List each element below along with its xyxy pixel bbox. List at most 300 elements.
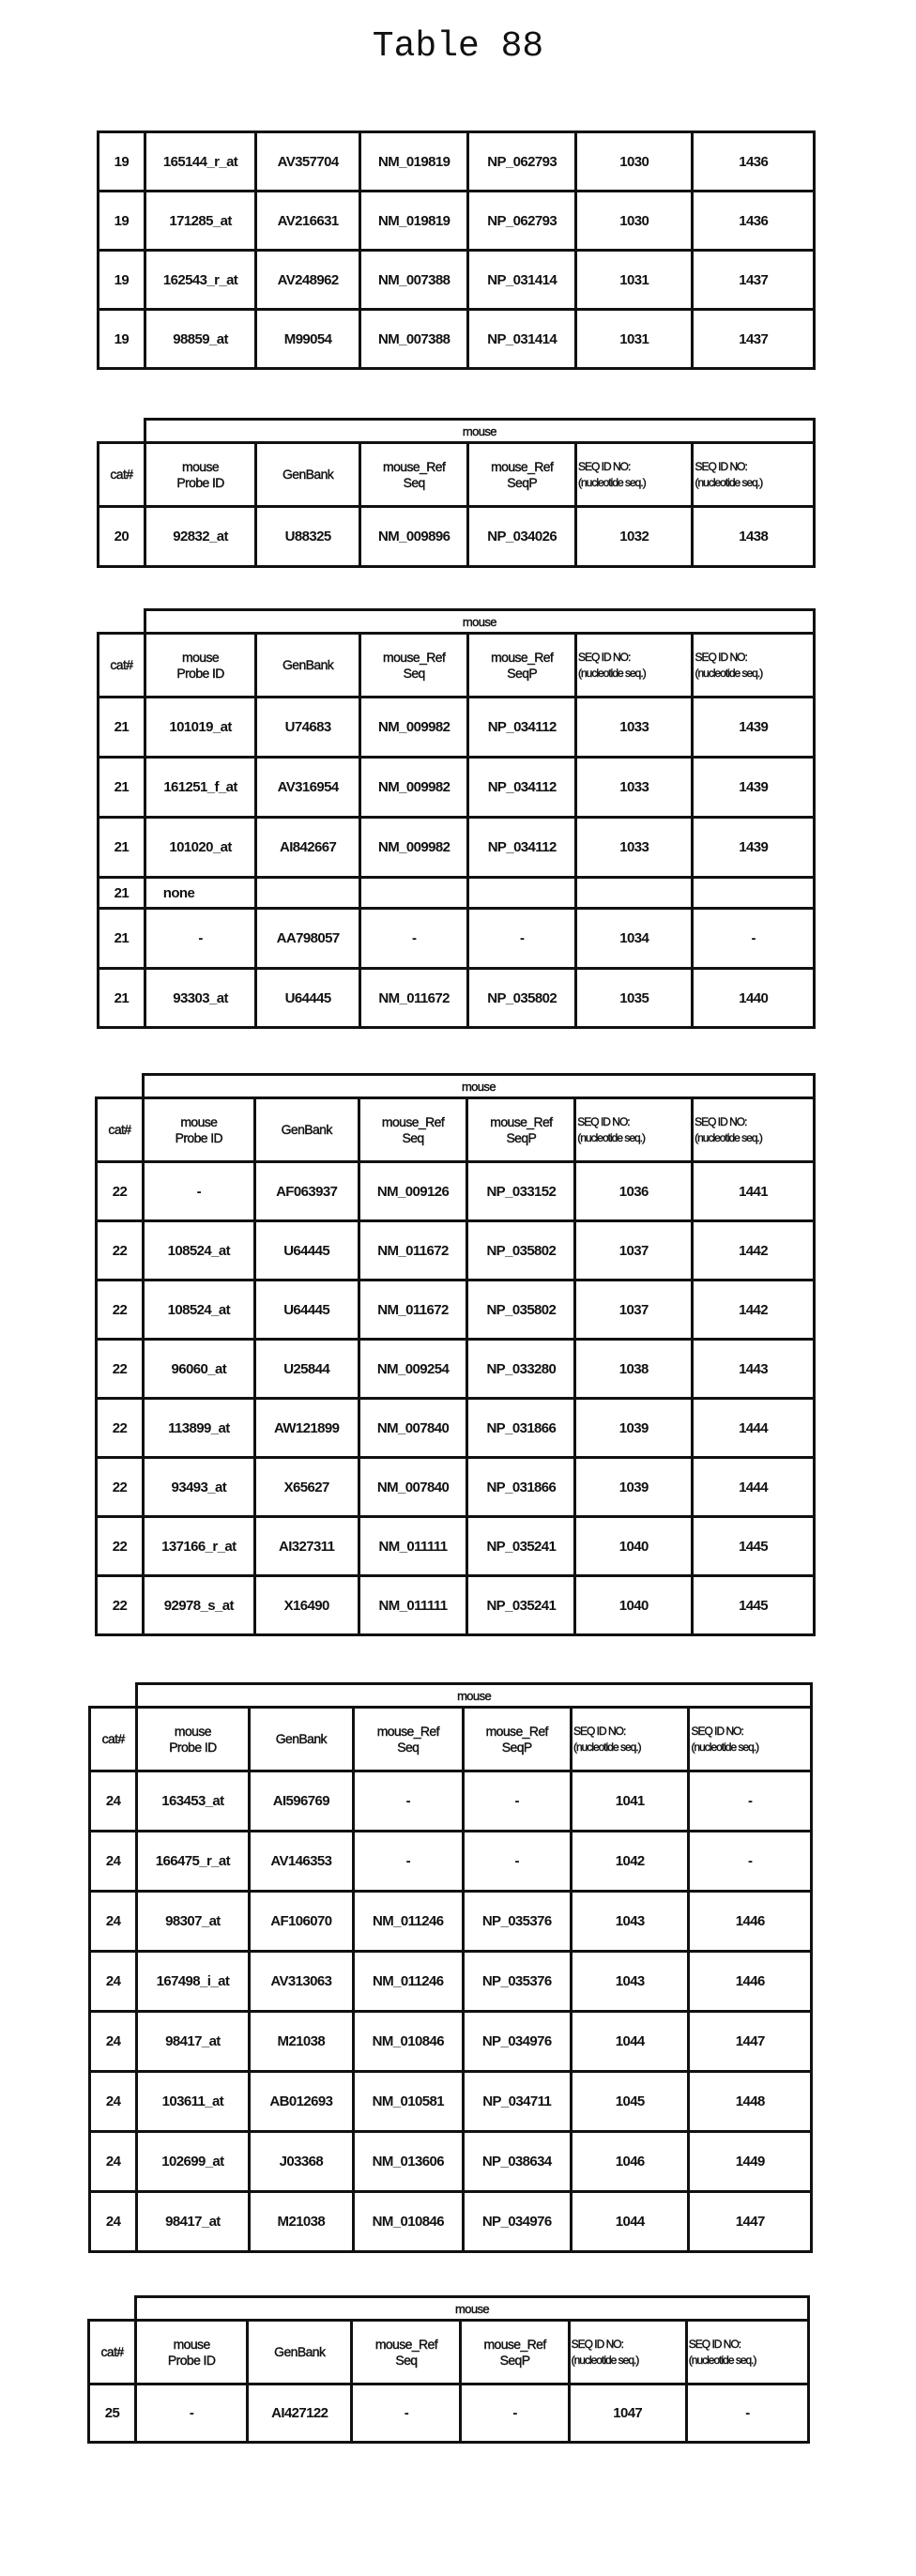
column-header-seq-id-nucleotide bbox=[575, 634, 693, 698]
group-header-mouse: mouse bbox=[137, 1684, 812, 1708]
cell-seq-id-nucleotide-2: - bbox=[689, 1771, 812, 1832]
column-header-line: mouse_Ref bbox=[362, 459, 466, 475]
cell-seq-id-nucleotide: 1047 bbox=[569, 2384, 686, 2443]
cell-genbank: AV316954 bbox=[256, 758, 360, 818]
cell-seq-id-nucleotide-2: 1447 bbox=[689, 2012, 812, 2072]
column-header-line: Seq bbox=[354, 2353, 458, 2369]
column-header-line: (nucleotide seq.) bbox=[578, 666, 691, 682]
cell-genbank: AI596769 bbox=[249, 1771, 353, 1832]
cell-ref-seq bbox=[359, 878, 468, 909]
cell-genbank: AV313063 bbox=[249, 1952, 353, 2012]
column-header-ref-seqp bbox=[468, 443, 576, 507]
table-row bbox=[99, 310, 815, 369]
table-row bbox=[99, 698, 815, 758]
data-table bbox=[97, 418, 816, 568]
cell-genbank: AV248962 bbox=[256, 251, 360, 310]
column-header-seq-id-nucleotide-2 bbox=[689, 1708, 812, 1771]
cell-probe-id: 108524_at bbox=[143, 1280, 254, 1340]
cell-ref-seqp: NP_034711 bbox=[463, 2072, 571, 2132]
cell-seq-id-nucleotide: 1031 bbox=[575, 251, 693, 310]
cell-ref-seqp: NP_038634 bbox=[463, 2132, 571, 2192]
cell-seq-id-nucleotide-2: 1439 bbox=[693, 818, 815, 878]
table-row bbox=[90, 2012, 812, 2072]
cell-ref-seq: NM_009982 bbox=[359, 698, 468, 758]
column-header-cat bbox=[99, 443, 145, 507]
column-header-line: Seq bbox=[356, 1740, 460, 1756]
cell-seq-id-nucleotide-2: 1447 bbox=[689, 2192, 812, 2252]
cell-seq-id-nucleotide-2 bbox=[693, 878, 815, 909]
cell-probe-id: 98307_at bbox=[137, 1892, 249, 1952]
cell-ref-seqp: NP_031866 bbox=[467, 1458, 575, 1517]
cell-cat: 22 bbox=[97, 1340, 144, 1399]
column-header-line: mouse_Ref bbox=[354, 2337, 458, 2353]
cell-ref-seq: NM_019819 bbox=[359, 192, 468, 251]
cell-seq-id-nucleotide-2: - bbox=[689, 1832, 812, 1892]
column-header-line: cat# bbox=[92, 1731, 134, 1747]
column-header-ref-seq bbox=[359, 443, 468, 507]
table-row bbox=[99, 969, 815, 1028]
cell-ref-seqp: NP_035241 bbox=[467, 1576, 575, 1635]
cell-genbank: X16490 bbox=[254, 1576, 359, 1635]
column-header-line: SEQ ID NO: bbox=[573, 1724, 686, 1740]
cell-seq-id-nucleotide-2: 1445 bbox=[693, 1517, 815, 1576]
cell-cat: 24 bbox=[90, 1771, 137, 1832]
column-header-line: SEQ ID NO: bbox=[578, 459, 691, 475]
cell-genbank: AI842667 bbox=[256, 818, 360, 878]
cell-ref-seqp: NP_035802 bbox=[467, 1280, 575, 1340]
table-row bbox=[90, 2072, 812, 2132]
cell-ref-seq: NM_009982 bbox=[359, 758, 468, 818]
blank-cell bbox=[89, 2297, 136, 2321]
group-header-mouse: mouse bbox=[143, 1075, 814, 1098]
cell-cat: 22 bbox=[97, 1221, 144, 1280]
cell-ref-seq: NM_011672 bbox=[359, 1280, 467, 1340]
cell-probe-id: 137166_r_at bbox=[143, 1517, 254, 1576]
table-row bbox=[97, 1162, 815, 1221]
blank-cell bbox=[90, 1684, 137, 1708]
cell-ref-seqp: NP_035376 bbox=[463, 1892, 571, 1952]
column-header-cat bbox=[97, 1098, 144, 1162]
cell-genbank: AV216631 bbox=[256, 192, 360, 251]
cell-cat: 25 bbox=[89, 2384, 136, 2443]
cell-seq-id-nucleotide: 1039 bbox=[575, 1458, 693, 1517]
cell-ref-seqp: NP_035802 bbox=[468, 969, 576, 1028]
header-row bbox=[99, 443, 815, 507]
column-header-line: (nucleotide seq.) bbox=[572, 2353, 684, 2369]
table-row bbox=[99, 192, 815, 251]
cell-ref-seqp: NP_033152 bbox=[467, 1162, 575, 1221]
cell-probe-id: - bbox=[143, 1162, 254, 1221]
column-header-line: (nucleotide seq.) bbox=[691, 1740, 809, 1756]
column-header-line: SEQ ID NO: bbox=[577, 1114, 690, 1130]
cell-ref-seq: NM_007840 bbox=[359, 1399, 467, 1458]
column-header-line: mouse bbox=[147, 459, 254, 475]
cell-ref-seq: NM_007840 bbox=[359, 1458, 467, 1517]
cell-ref-seq: NM_009982 bbox=[359, 818, 468, 878]
column-header-probe-id bbox=[145, 634, 256, 698]
cell-seq-id-nucleotide: 1041 bbox=[571, 1771, 688, 1832]
cell-seq-id-nucleotide-2: 1437 bbox=[693, 310, 815, 369]
table-row bbox=[89, 2384, 809, 2443]
cell-ref-seq: NM_010581 bbox=[354, 2072, 463, 2132]
cell-seq-id-nucleotide-2: 1444 bbox=[693, 1458, 815, 1517]
cell-probe-id: 98417_at bbox=[137, 2012, 249, 2072]
cell-probe-id: 113899_at bbox=[143, 1399, 254, 1458]
cell-seq-id-nucleotide: 1043 bbox=[571, 1892, 688, 1952]
column-header-line: Probe ID bbox=[147, 666, 254, 682]
column-header-line: mouse bbox=[138, 2337, 245, 2353]
column-header-line: Seq bbox=[361, 1130, 466, 1146]
cell-genbank: U64445 bbox=[254, 1280, 359, 1340]
blank-cell bbox=[97, 1075, 144, 1098]
column-header-probe-id bbox=[145, 443, 256, 507]
cell-probe-id: 98417_at bbox=[137, 2192, 249, 2252]
column-header-seq-id-nucleotide-2 bbox=[693, 443, 815, 507]
column-header-line: GenBank bbox=[250, 2344, 349, 2360]
cell-ref-seqp: NP_035802 bbox=[467, 1221, 575, 1280]
column-header-line: mouse_Ref bbox=[463, 2337, 566, 2353]
cell-probe-id: 93303_at bbox=[145, 969, 256, 1028]
cell-probe-id: 101020_at bbox=[145, 818, 256, 878]
cell-ref-seq: NM_019819 bbox=[359, 132, 468, 192]
cell-probe-id: 108524_at bbox=[143, 1221, 254, 1280]
cell-seq-id-nucleotide: 1042 bbox=[571, 1832, 688, 1892]
column-header-line: SeqP bbox=[470, 475, 573, 491]
cell-ref-seqp: - bbox=[461, 2384, 569, 2443]
cell-probe-id: 163453_at bbox=[137, 1771, 249, 1832]
cell-seq-id-nucleotide-2: 1440 bbox=[693, 969, 815, 1028]
cell-ref-seqp: NP_031414 bbox=[468, 251, 576, 310]
cell-seq-id-nucleotide-2: 1439 bbox=[693, 758, 815, 818]
table-row bbox=[97, 1280, 815, 1340]
column-header-line: (nucleotide seq.) bbox=[573, 1740, 686, 1756]
header-row bbox=[99, 634, 815, 698]
cell-ref-seqp: NP_034112 bbox=[468, 698, 576, 758]
cell-genbank: U25844 bbox=[254, 1340, 359, 1399]
column-header-line: mouse_Ref bbox=[362, 650, 466, 666]
data-table bbox=[97, 130, 816, 370]
cell-genbank: M99054 bbox=[256, 310, 360, 369]
cell-cat: 22 bbox=[97, 1280, 144, 1340]
cell-seq-id-nucleotide: 1033 bbox=[575, 698, 693, 758]
cell-ref-seqp: NP_062793 bbox=[468, 192, 576, 251]
cell-seq-id-nucleotide: 1036 bbox=[575, 1162, 693, 1221]
cell-cat: 24 bbox=[90, 1952, 137, 2012]
cell-ref-seq: NM_007388 bbox=[359, 251, 468, 310]
column-header-probe-id bbox=[143, 1098, 254, 1162]
cell-seq-id-nucleotide-2: 1446 bbox=[689, 1892, 812, 1952]
column-header-line: (nucleotide seq.) bbox=[689, 2353, 806, 2369]
cell-genbank: AF063937 bbox=[254, 1162, 359, 1221]
header-row bbox=[90, 1708, 812, 1771]
cell-probe-id: 167498_i_at bbox=[137, 1952, 249, 2012]
column-header-seq-id-nucleotide-2 bbox=[686, 2321, 808, 2384]
column-header-line: Probe ID bbox=[138, 2353, 245, 2369]
column-header-genbank bbox=[256, 634, 360, 698]
column-header-seq-id-nucleotide bbox=[575, 1098, 693, 1162]
cell-ref-seq: NM_007388 bbox=[359, 310, 468, 369]
cell-probe-id: 96060_at bbox=[143, 1340, 254, 1399]
column-header-seq-id-nucleotide bbox=[569, 2321, 686, 2384]
cell-genbank: AV146353 bbox=[249, 1832, 353, 1892]
cell-seq-id-nucleotide: 1033 bbox=[575, 818, 693, 878]
cell-cat: 22 bbox=[97, 1162, 144, 1221]
cell-cat: 24 bbox=[90, 2132, 137, 2192]
column-header-line: Seq bbox=[362, 666, 466, 682]
cell-seq-id-nucleotide-2: 1443 bbox=[693, 1340, 815, 1399]
column-header-line: mouse_Ref bbox=[361, 1114, 466, 1130]
cell-cat: 24 bbox=[90, 1832, 137, 1892]
column-header-seq-id-nucleotide bbox=[575, 443, 693, 507]
table-row bbox=[97, 1458, 815, 1517]
column-header-probe-id bbox=[136, 2321, 248, 2384]
table-row bbox=[90, 1771, 812, 1832]
cell-cat: 22 bbox=[97, 1576, 144, 1635]
table-row bbox=[97, 1576, 815, 1635]
cell-ref-seqp: NP_033280 bbox=[467, 1340, 575, 1399]
cell-genbank bbox=[256, 878, 360, 909]
table-row bbox=[99, 132, 815, 192]
column-header-ref-seq bbox=[359, 1098, 467, 1162]
cell-probe-id: 161251_f_at bbox=[145, 758, 256, 818]
cell-cat: 21 bbox=[99, 818, 145, 878]
cell-probe-id: 102699_at bbox=[137, 2132, 249, 2192]
column-header-ref-seq bbox=[354, 1708, 463, 1771]
cell-cat: 21 bbox=[99, 878, 145, 909]
cell-ref-seq: NM_010846 bbox=[354, 2012, 463, 2072]
cell-ref-seq: - bbox=[352, 2384, 461, 2443]
column-header-line: SEQ ID NO: bbox=[695, 650, 812, 666]
cell-genbank: M21038 bbox=[249, 2192, 353, 2252]
cell-genbank: AA798057 bbox=[256, 909, 360, 969]
column-header-line: cat# bbox=[91, 2344, 133, 2360]
cell-ref-seq: NM_011672 bbox=[359, 1221, 467, 1280]
column-header-line: (nucleotide seq.) bbox=[695, 1130, 812, 1146]
cell-seq-id-nucleotide: 1044 bbox=[571, 2012, 688, 2072]
cell-seq-id-nucleotide-2: 1441 bbox=[693, 1162, 815, 1221]
column-header-line: SEQ ID NO: bbox=[691, 1724, 809, 1740]
column-header-line: SEQ ID NO: bbox=[695, 459, 812, 475]
cell-seq-id-nucleotide: 1043 bbox=[571, 1952, 688, 2012]
table-row bbox=[99, 507, 815, 567]
cell-cat: 21 bbox=[99, 698, 145, 758]
cell-seq-id-nucleotide: 1040 bbox=[575, 1517, 693, 1576]
cell-ref-seqp: NP_035376 bbox=[463, 1952, 571, 2012]
page-title: Table 88 bbox=[0, 26, 916, 67]
cell-cat: 22 bbox=[97, 1458, 144, 1517]
group-header-mouse: mouse bbox=[145, 610, 814, 634]
data-table bbox=[97, 608, 816, 1029]
cell-seq-id-nucleotide: 1045 bbox=[571, 2072, 688, 2132]
table-row bbox=[99, 251, 815, 310]
column-header-seq-id-nucleotide-2 bbox=[693, 1098, 815, 1162]
cell-genbank: AB012693 bbox=[249, 2072, 353, 2132]
cell-genbank: U64445 bbox=[254, 1221, 359, 1280]
cell-probe-id: 165144_r_at bbox=[145, 132, 256, 192]
column-header-line: (nucleotide seq.) bbox=[695, 666, 812, 682]
cell-seq-id-nucleotide: 1044 bbox=[571, 2192, 688, 2252]
cell-cat: 19 bbox=[99, 192, 145, 251]
column-header-line: (nucleotide seq.) bbox=[578, 475, 691, 491]
column-header-line: cat# bbox=[100, 467, 143, 483]
column-header-line: mouse_Ref bbox=[356, 1724, 460, 1740]
cell-seq-id-nucleotide-2: 1449 bbox=[689, 2132, 812, 2192]
blank-cell bbox=[99, 420, 145, 443]
cell-ref-seqp: NP_034026 bbox=[468, 507, 576, 567]
cell-seq-id-nucleotide: 1034 bbox=[575, 909, 693, 969]
cell-cat: 20 bbox=[99, 507, 145, 567]
cell-cat: 22 bbox=[97, 1517, 144, 1576]
cell-seq-id-nucleotide: 1033 bbox=[575, 758, 693, 818]
column-header-ref-seqp bbox=[461, 2321, 569, 2384]
cell-ref-seq: NM_011111 bbox=[359, 1576, 467, 1635]
cell-probe-id: 92832_at bbox=[145, 507, 256, 567]
cell-cat: 21 bbox=[99, 758, 145, 818]
cell-ref-seqp: - bbox=[463, 1832, 571, 1892]
column-header-ref-seq bbox=[359, 634, 468, 698]
column-header-genbank bbox=[249, 1708, 353, 1771]
cell-seq-id-nucleotide-2: - bbox=[693, 909, 815, 969]
table-row bbox=[97, 1399, 815, 1458]
cell-seq-id-nucleotide-2: 1444 bbox=[693, 1399, 815, 1458]
header-row bbox=[89, 2321, 809, 2384]
cell-probe-id: 166475_r_at bbox=[137, 1832, 249, 1892]
cell-seq-id-nucleotide-2: 1437 bbox=[693, 251, 815, 310]
column-header-cat bbox=[89, 2321, 136, 2384]
table-row bbox=[97, 1517, 815, 1576]
column-header-line: SEQ ID NO: bbox=[578, 650, 691, 666]
column-header-cat bbox=[99, 634, 145, 698]
column-header-line: mouse_Ref bbox=[470, 650, 573, 666]
cell-genbank: U88325 bbox=[256, 507, 360, 567]
cell-genbank: AF106070 bbox=[249, 1892, 353, 1952]
column-header-cat bbox=[90, 1708, 137, 1771]
cell-ref-seq: NM_013606 bbox=[354, 2132, 463, 2192]
cell-seq-id-nucleotide: 1038 bbox=[575, 1340, 693, 1399]
cell-seq-id-nucleotide-2: 1448 bbox=[689, 2072, 812, 2132]
column-header-line: SeqP bbox=[469, 1130, 572, 1146]
cell-ref-seqp bbox=[468, 878, 576, 909]
column-header-ref-seqp bbox=[463, 1708, 571, 1771]
column-header-genbank bbox=[248, 2321, 352, 2384]
column-header-line: GenBank bbox=[252, 1731, 351, 1747]
column-header-genbank bbox=[254, 1098, 359, 1162]
cell-probe-id: 101019_at bbox=[145, 698, 256, 758]
data-table bbox=[95, 1073, 816, 1636]
column-header-line: Seq bbox=[362, 475, 466, 491]
document-page bbox=[0, 0, 916, 2576]
blank-cell bbox=[99, 610, 145, 634]
cell-seq-id-nucleotide: 1035 bbox=[575, 969, 693, 1028]
cell-ref-seq: - bbox=[354, 1832, 463, 1892]
cell-ref-seq: NM_009254 bbox=[359, 1340, 467, 1399]
column-header-seq-id-nucleotide bbox=[571, 1708, 688, 1771]
column-header-probe-id bbox=[137, 1708, 249, 1771]
cell-ref-seq: NM_011246 bbox=[354, 1952, 463, 2012]
cell-seq-id-nucleotide: 1032 bbox=[575, 507, 693, 567]
column-header-line: SEQ ID NO: bbox=[695, 1114, 812, 1130]
cell-genbank: AI427122 bbox=[248, 2384, 352, 2443]
table-row bbox=[99, 909, 815, 969]
cell-genbank: X65627 bbox=[254, 1458, 359, 1517]
cell-cat: 24 bbox=[90, 2072, 137, 2132]
cell-probe-id: - bbox=[145, 909, 256, 969]
column-header-line: mouse bbox=[139, 1724, 246, 1740]
cell-seq-id-nucleotide-2: 1439 bbox=[693, 698, 815, 758]
column-header-line: mouse_Ref bbox=[466, 1724, 569, 1740]
column-header-line: mouse bbox=[147, 650, 254, 666]
cell-ref-seqp: NP_062793 bbox=[468, 132, 576, 192]
cell-ref-seqp: NP_031866 bbox=[467, 1399, 575, 1458]
column-header-line: Probe ID bbox=[147, 475, 254, 491]
table-row bbox=[90, 1832, 812, 1892]
table-row bbox=[99, 758, 815, 818]
cell-ref-seqp: NP_031414 bbox=[468, 310, 576, 369]
cell-ref-seqp: - bbox=[468, 909, 576, 969]
cell-probe-id: 93493_at bbox=[143, 1458, 254, 1517]
cell-seq-id-nucleotide: 1039 bbox=[575, 1399, 693, 1458]
column-header-line: Probe ID bbox=[145, 1130, 252, 1146]
cell-seq-id-nucleotide: 1030 bbox=[575, 132, 693, 192]
table-row bbox=[99, 878, 815, 909]
cell-ref-seq: - bbox=[359, 909, 468, 969]
column-header-line: SEQ ID NO: bbox=[572, 2337, 684, 2353]
cell-cat: 19 bbox=[99, 310, 145, 369]
cell-ref-seqp: NP_034976 bbox=[463, 2012, 571, 2072]
group-header-mouse: mouse bbox=[145, 420, 814, 443]
cell-ref-seq: - bbox=[354, 1771, 463, 1832]
column-header-line: SeqP bbox=[463, 2353, 566, 2369]
cell-ref-seq: NM_009896 bbox=[359, 507, 468, 567]
cell-ref-seq: NM_010846 bbox=[354, 2192, 463, 2252]
cell-seq-id-nucleotide-2: - bbox=[686, 2384, 808, 2443]
column-header-line: (nucleotide seq.) bbox=[577, 1130, 690, 1146]
column-header-seq-id-nucleotide-2 bbox=[693, 634, 815, 698]
cell-seq-id-nucleotide-2: 1442 bbox=[693, 1280, 815, 1340]
table-row bbox=[90, 1952, 812, 2012]
column-header-line: mouse bbox=[145, 1114, 252, 1130]
cell-probe-id: 98859_at bbox=[145, 310, 256, 369]
column-header-line: GenBank bbox=[258, 657, 358, 673]
header-row bbox=[97, 1098, 815, 1162]
cell-seq-id-nucleotide-2: 1442 bbox=[693, 1221, 815, 1280]
cell-seq-id-nucleotide bbox=[575, 878, 693, 909]
cell-cat: 22 bbox=[97, 1399, 144, 1458]
cell-genbank: J03368 bbox=[249, 2132, 353, 2192]
cell-genbank: AV357704 bbox=[256, 132, 360, 192]
cell-seq-id-nucleotide: 1037 bbox=[575, 1221, 693, 1280]
column-header-line: GenBank bbox=[257, 1122, 357, 1138]
group-header-mouse: mouse bbox=[136, 2297, 809, 2321]
cell-cat: 21 bbox=[99, 909, 145, 969]
cell-genbank: U74683 bbox=[256, 698, 360, 758]
cell-seq-id-nucleotide: 1040 bbox=[575, 1576, 693, 1635]
cell-cat: 19 bbox=[99, 251, 145, 310]
cell-ref-seqp: NP_034976 bbox=[463, 2192, 571, 2252]
table-row bbox=[90, 2132, 812, 2192]
cell-seq-id-nucleotide: 1037 bbox=[575, 1280, 693, 1340]
cell-ref-seq: NM_011111 bbox=[359, 1517, 467, 1576]
cell-cat: 21 bbox=[99, 969, 145, 1028]
cell-genbank: AI327311 bbox=[254, 1517, 359, 1576]
cell-probe-id: 171285_at bbox=[145, 192, 256, 251]
table-row bbox=[99, 818, 815, 878]
cell-ref-seq: NM_009126 bbox=[359, 1162, 467, 1221]
column-header-line: SeqP bbox=[466, 1740, 569, 1756]
cell-ref-seq: NM_011672 bbox=[359, 969, 468, 1028]
column-header-ref-seq bbox=[352, 2321, 461, 2384]
cell-probe-id: none bbox=[145, 878, 256, 909]
